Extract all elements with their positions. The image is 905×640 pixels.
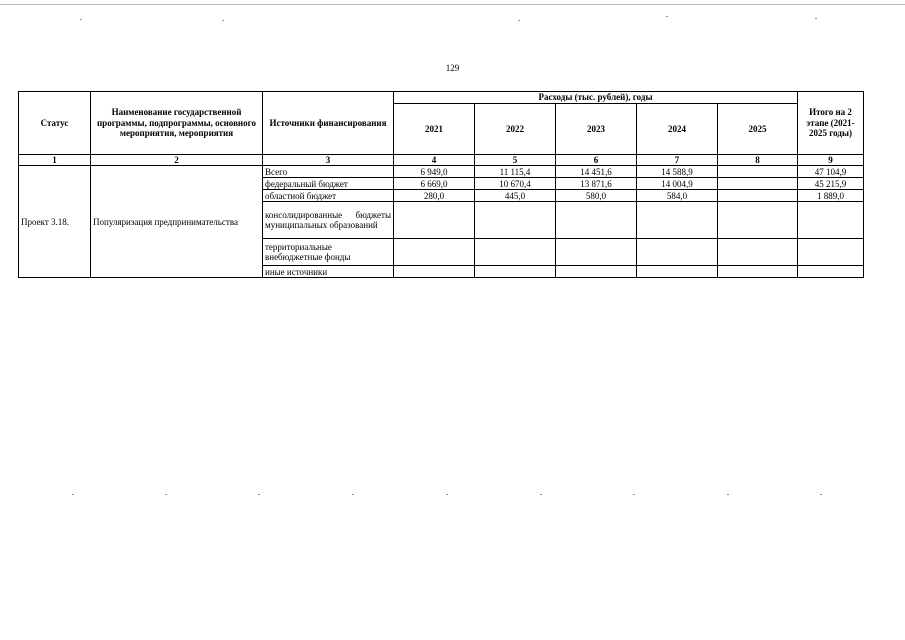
value-cell (475, 202, 556, 239)
scan-speck (815, 18, 817, 19)
column-number: 7 (637, 155, 718, 166)
total-cell: 47 104,9 (798, 166, 864, 178)
total-cell: 1 889,0 (798, 190, 864, 202)
value-cell: 14 588,9 (637, 166, 718, 178)
value-cell: 14 004,9 (637, 178, 718, 190)
total-cell (798, 266, 864, 278)
scan-speck (165, 494, 167, 495)
value-cell (718, 166, 798, 178)
source-cell: областной бюджет (263, 190, 394, 202)
value-cell (556, 266, 637, 278)
value-cell: 580,0 (556, 190, 637, 202)
value-cell (394, 202, 475, 239)
header-year: 2023 (556, 104, 637, 155)
header-status: Статус (19, 92, 91, 155)
value-cell: 10 670,4 (475, 178, 556, 190)
value-cell: 6 949,0 (394, 166, 475, 178)
status-cell: Проект 3.18. (19, 166, 91, 278)
scan-speck (540, 494, 542, 495)
page-number: 129 (445, 63, 460, 73)
source-cell: консолидированные бюджеты муниципальных образований (263, 202, 394, 239)
value-cell (718, 190, 798, 202)
scan-speck (666, 16, 668, 17)
value-cell (718, 266, 798, 278)
value-cell: 13 871,6 (556, 178, 637, 190)
total-cell (798, 239, 864, 266)
scan-speck (446, 494, 448, 495)
scan-speck (352, 494, 354, 495)
scan-speck (518, 20, 520, 21)
column-number-row (19, 155, 864, 166)
value-cell: 445,0 (475, 190, 556, 202)
source-cell: иные источники (263, 266, 394, 278)
total-cell (798, 202, 864, 239)
table-row (19, 166, 864, 178)
value-cell: 280,0 (394, 190, 475, 202)
column-number: 5 (475, 155, 556, 166)
source-cell: федеральный бюджет (263, 178, 394, 190)
header-year: 2022 (475, 104, 556, 155)
value-cell (394, 239, 475, 266)
scan-edge-line (0, 4, 905, 5)
name-cell: Популяризация предпринимательства (91, 166, 263, 278)
column-number: 2 (91, 155, 263, 166)
budget-table (18, 91, 864, 278)
value-cell (718, 202, 798, 239)
column-number: 8 (718, 155, 798, 166)
total-cell: 45 215,9 (798, 178, 864, 190)
column-number: 1 (19, 155, 91, 166)
value-cell (556, 239, 637, 266)
value-cell: 6 669,0 (394, 178, 475, 190)
header-name: Наименование государственной программы, подпрограммы, основного мероприятия, мероприятия (91, 92, 263, 155)
source-cell: территориальные внебюджетные фонды (263, 239, 394, 266)
source-cell: Всего (263, 166, 394, 178)
value-cell (637, 202, 718, 239)
scan-speck (258, 494, 260, 495)
header-year: 2024 (637, 104, 718, 155)
value-cell (718, 239, 798, 266)
value-cell: 11 115,4 (475, 166, 556, 178)
header-expenses-group: Расходы (тыс. рублей), годы (394, 92, 798, 104)
scan-speck (222, 20, 224, 21)
value-cell: 14 451,6 (556, 166, 637, 178)
column-number: 3 (263, 155, 394, 166)
value-cell (556, 202, 637, 239)
scan-speck (727, 494, 729, 495)
header-year: 2021 (394, 104, 475, 155)
scan-speck (633, 494, 635, 495)
value-cell (475, 266, 556, 278)
value-cell (637, 239, 718, 266)
scan-speck (820, 494, 822, 495)
header-total: Итого на 2 этапе (2021-2025 годы) (798, 92, 864, 155)
value-cell: 584,0 (637, 190, 718, 202)
value-cell (394, 266, 475, 278)
column-number: 6 (556, 155, 637, 166)
column-number: 4 (394, 155, 475, 166)
header-year: 2025 (718, 104, 798, 155)
column-number: 9 (798, 155, 864, 166)
header-sources: Источники финансирования (263, 92, 394, 155)
value-cell (475, 239, 556, 266)
scan-speck (72, 494, 74, 495)
value-cell (637, 266, 718, 278)
scan-speck (80, 19, 82, 20)
value-cell (718, 178, 798, 190)
